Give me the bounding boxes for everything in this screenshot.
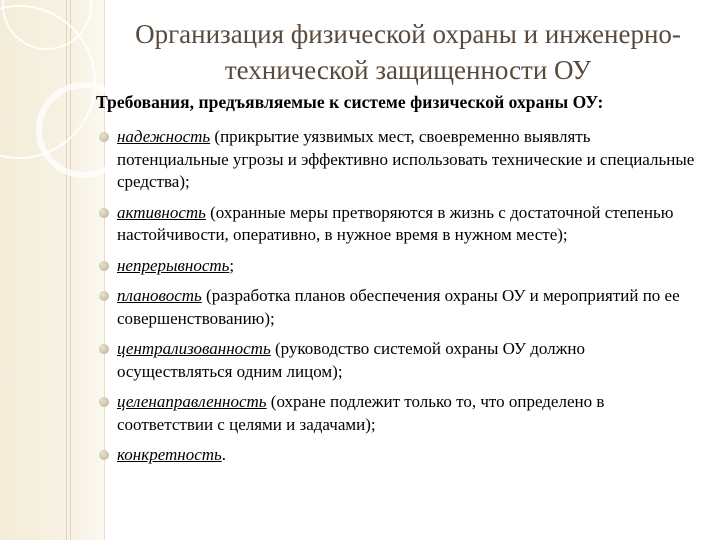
slide-title (104, 16, 712, 88)
list-item (98, 285, 702, 330)
list-item (98, 444, 702, 467)
bullet-icon (99, 132, 109, 142)
requirement-term: активность (117, 202, 206, 222)
bullet-icon (99, 397, 109, 407)
requirement-description: ; (229, 255, 235, 275)
title-line-1: Организация физической охраны и инженерно- (135, 19, 681, 49)
bullet-icon (99, 261, 109, 271)
bullet-icon (99, 208, 109, 218)
requirement-description: . (221, 445, 227, 464)
list-item (98, 202, 702, 247)
requirement-term: централизованность (117, 339, 271, 358)
bullet-icon (99, 344, 109, 354)
list-item (98, 338, 702, 383)
list-item (98, 255, 702, 278)
list-item (98, 126, 702, 194)
requirement-term: непрерывность (117, 255, 230, 275)
bullet-icon (99, 450, 109, 460)
list-item (98, 391, 702, 436)
requirement-description: (прикрытие уязвимых мест, своевременно выявлять потенциальные угрозы и эффективно использовать технические и специальные средства); (117, 127, 695, 191)
requirement-description: (охране подлежит только то, что определено в соответствии с целями и задачами); (117, 392, 605, 434)
requirements-heading: Требования, предъявляемые к системе физической охраны ОУ: (96, 92, 604, 112)
requirements-list (98, 126, 702, 475)
bullet-icon (99, 291, 109, 301)
requirement-description: (разработка планов обеспечения охраны ОУ и мероприятий по ее совершенствованию); (117, 286, 680, 328)
requirement-term: целенаправленность (117, 392, 267, 411)
requirement-term: конкретность (117, 445, 222, 464)
requirement-term: плановость (117, 286, 202, 305)
title-line-2: технической защищенности ОУ (224, 55, 592, 85)
requirement-description: (охранные меры претворяются в жизнь с достаточной степенью настойчивости, оперативно, в нужное время в нужном месте); (117, 202, 674, 244)
requirement-term: надежность (117, 127, 211, 146)
requirement-description: (руководство системой охраны ОУ должно осуществляться одним лицом); (117, 339, 586, 381)
